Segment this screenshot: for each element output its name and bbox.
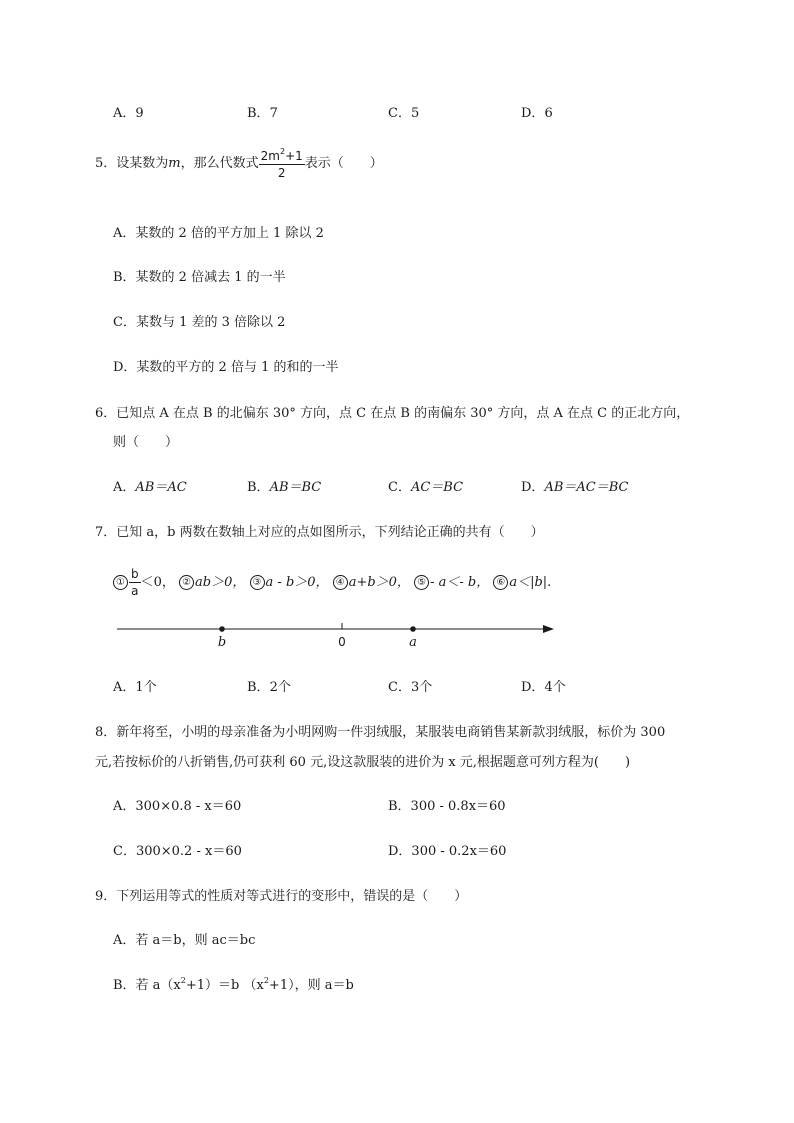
label-zero: 0 [338,635,346,649]
q5-option-a: A．某数的 2 倍的平方加上 1 除以 2 [113,226,324,241]
q7-fraction: $\frac{b}{a}$ [131,567,139,598]
point-a [410,626,416,632]
q6-option-b: B．AB＝BC [247,480,322,495]
axis-arrow-icon [543,625,554,633]
circled-number-3: ③ [250,575,265,590]
q4-option-d: D．6 [521,106,553,121]
q8-option-b: B．300 - 0.8x＝60 [388,799,506,814]
point-b [219,626,225,632]
q8-option-c: C．300×0.2 - x＝60 [113,844,242,859]
q6-option-d: D．AB＝AC＝BC [521,480,629,495]
q8-option-a: A．300×0.8 - x＝60 [113,799,242,814]
circled-number-6: ⑥ [493,575,508,590]
label-b: b [217,635,227,650]
q7-option-a: A．1个 [113,680,157,695]
number-line [110,614,560,654]
q4-option-c: C．5 [388,106,420,121]
q6-stem-line1: 6．已知点 A 在点 B 的北偏东 30° 方向，点 C 在点 B 的南偏东 30° 方向，点 A 在点 C 的正北方向， [95,406,690,421]
q4-option-b: B．7 [247,106,278,121]
q6-option-a: A．AB＝AC [113,480,187,495]
q9-option-b: B．若 $a(x^2+1)=b$ $(x^2+1)$，则 a＝b [113,976,354,993]
q9-option-a: A．若 a＝b，则 ac＝bc [113,933,256,948]
q8-stem-line2: 元,若按标价的八折销售,仍可获利 60 元,设这款服装的进价为 x 元,根据题意可列方程为( ) [95,755,631,770]
q5-option-c: C．某数与 1 差的 3 倍除以 2 [113,315,286,330]
q5-stem: 5．设某数为m，那么代数式 $\frac{2m^2+1}{2}$ 表示（ ） [95,147,383,180]
q7-option-c: C．3个 [388,680,433,695]
q6-stem-line2: 则（ ） [113,435,179,450]
q7-stem: 7．已知 a，b 两数在数轴上对应的点如图所示，下列结论正确的共有（ ） [95,525,544,540]
circled-number-2: ② [179,575,194,590]
q8-stem-line1: 8．新年将至，小明的母亲准备为小明网购一件羽绒服，某服装电商销售某新款羽绒服，标价为 300 [95,725,666,740]
q7-option-d: D．4个 [521,680,566,695]
q5-option-b: B．某数的 2 倍减去 1 的一半 [113,270,286,285]
q6-option-c: C．AC＝BC [388,480,464,495]
q5-fraction: $\frac{2m^2+1}{2}$ [260,147,303,180]
q9-stem: 9．下列运用等式的性质对等式进行的变形中，错误的是（ ） [95,889,468,904]
circled-number-5: ⑤ [414,575,429,590]
circled-number-1: ① [113,575,128,590]
q8-option-d: D．300 - 0.2x＝60 [388,844,507,859]
q7-option-b: B．2个 [247,680,291,695]
q5-option-d: D．某数的平方的 2 倍与 1 的和的一半 [113,360,339,375]
label-a: a [409,635,417,650]
circled-number-4: ④ [333,575,348,590]
q4-option-a: A．9 [113,106,144,121]
q7-statements: ① $\frac{b}{a}$ ＜0， ② ab＞0， ③ a - b＞0， ④ a+b＞0， ⑤ - a＜- b， ⑥ a＜|b|. [113,568,551,597]
